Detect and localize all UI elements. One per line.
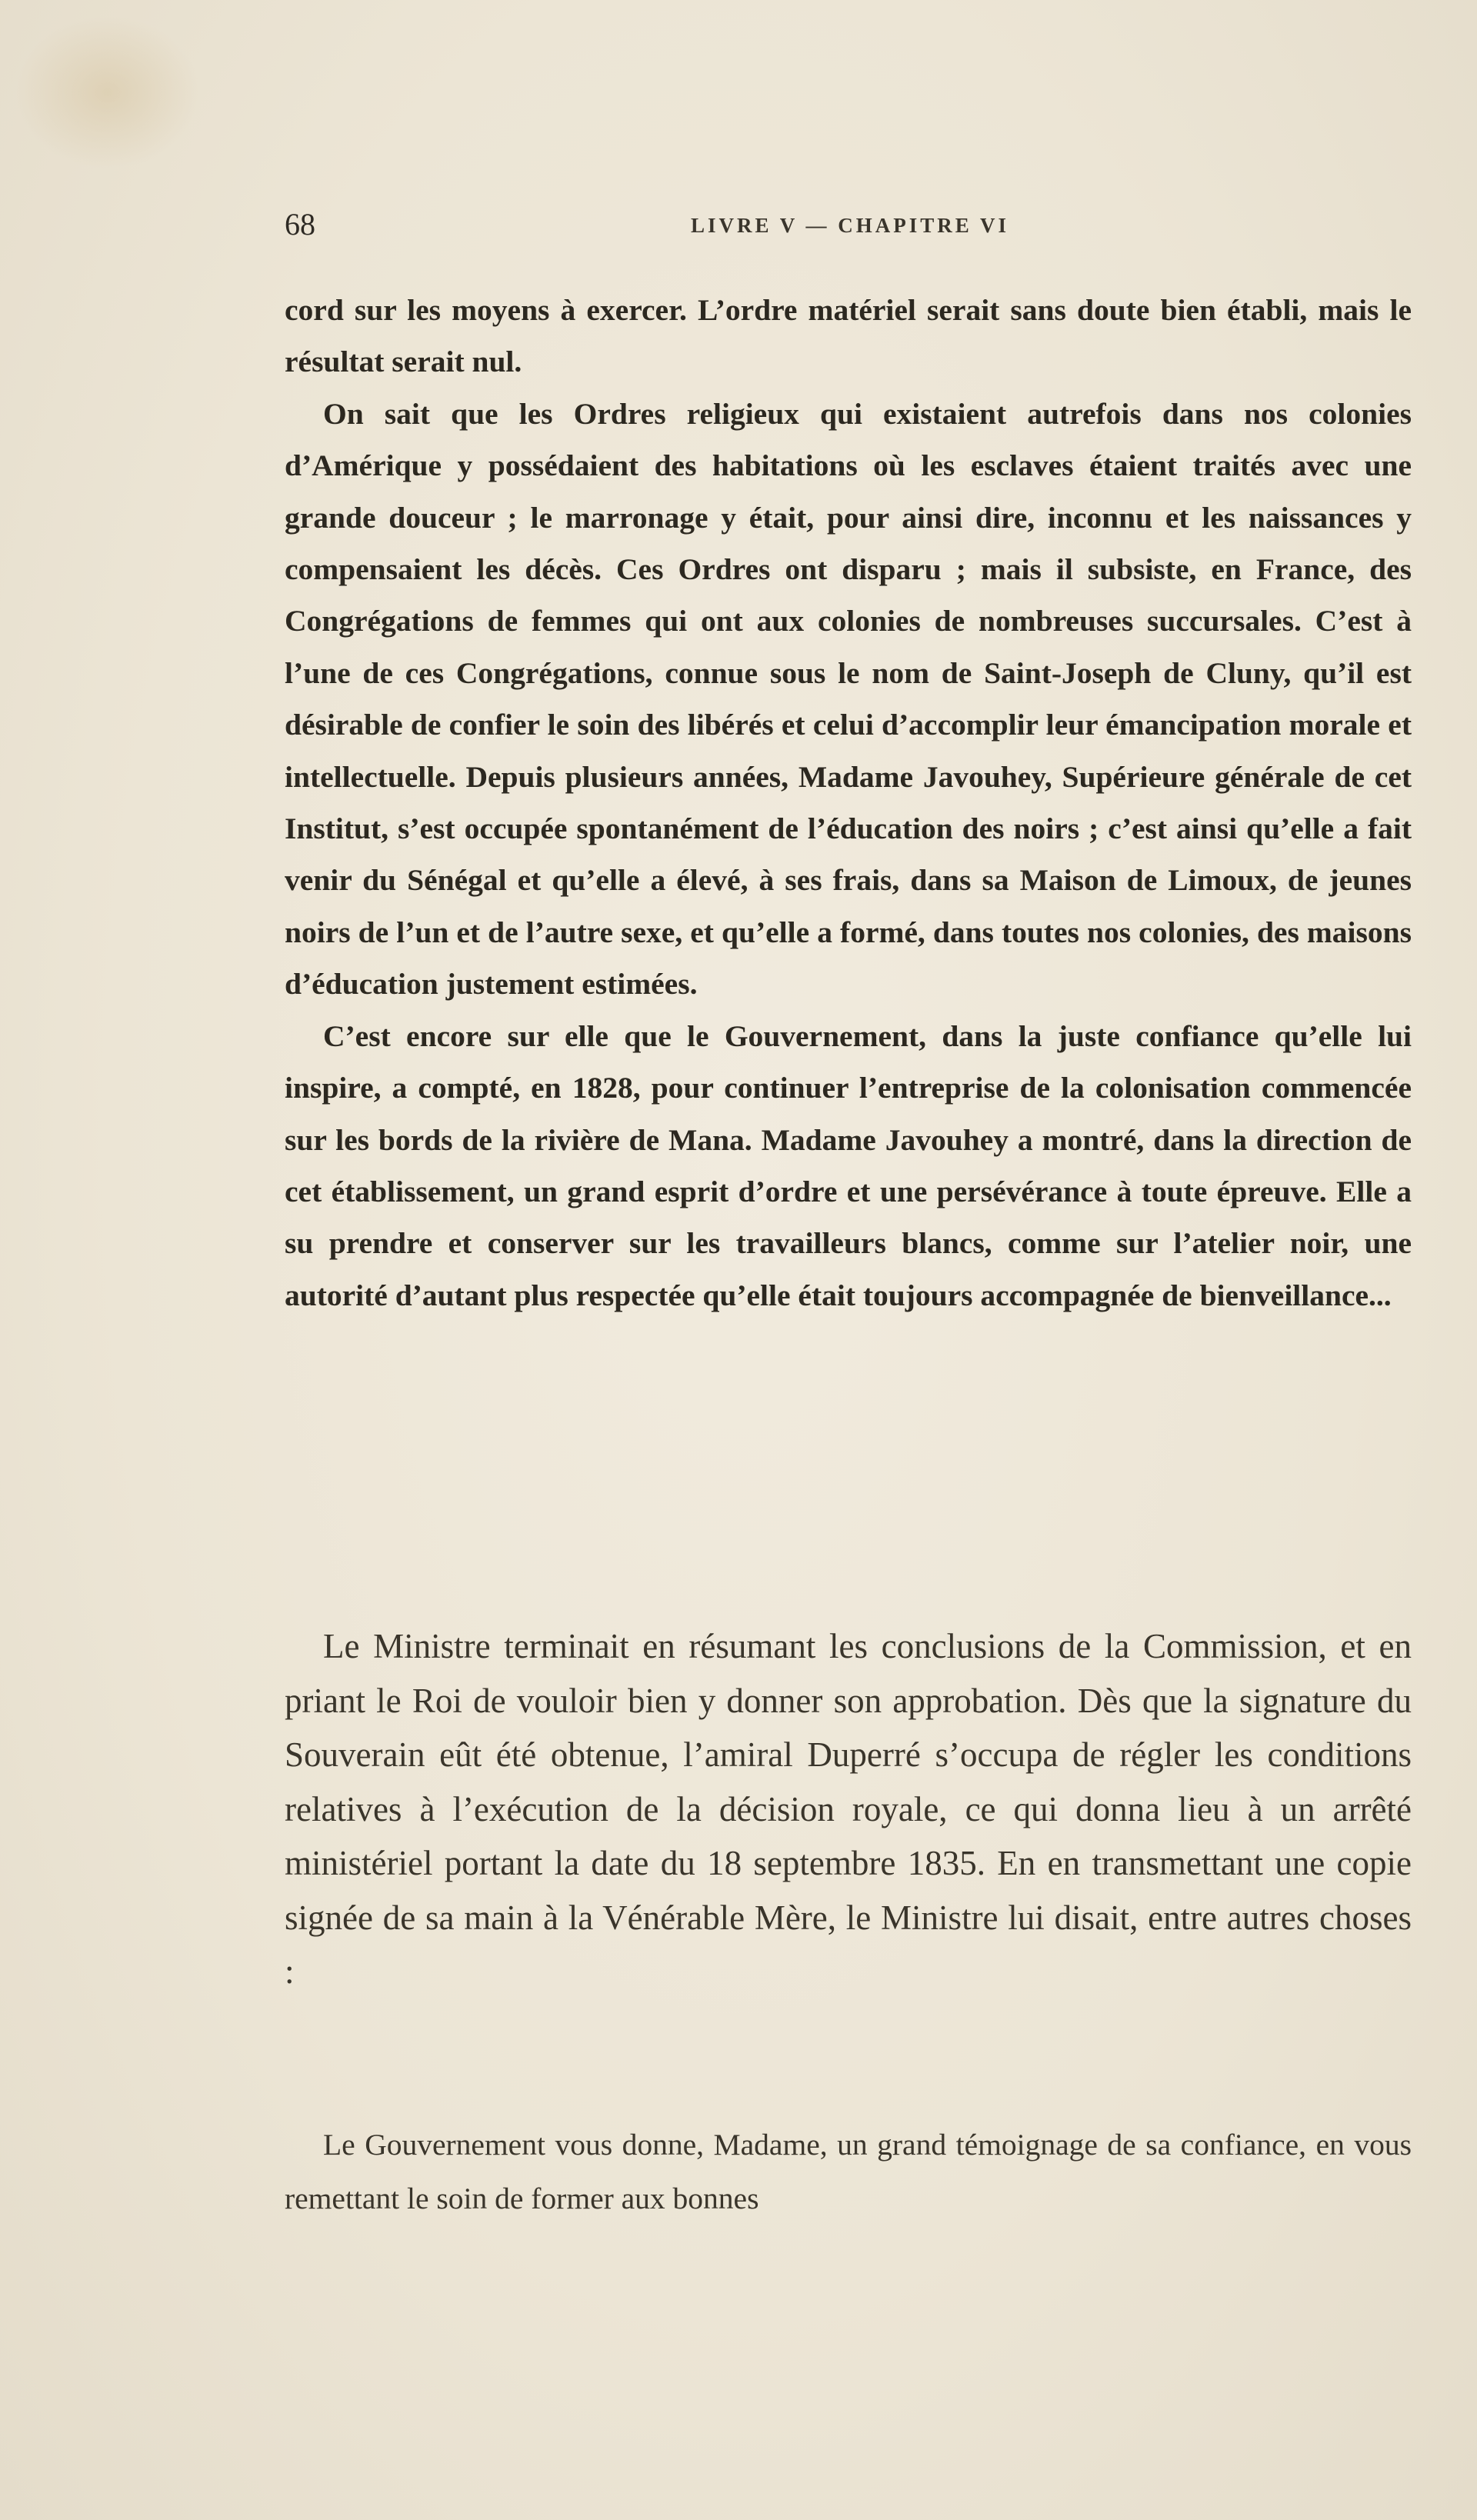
- paper-stain: [15, 15, 200, 169]
- running-title: LIVRE V — CHAPITRE VI: [690, 214, 1010, 237]
- letter-excerpt: [285, 2118, 1412, 2225]
- report-excerpt: [285, 285, 1412, 1322]
- narration-block: [285, 1619, 1412, 1999]
- paragraph-orders: On sait que les Ordres religieux qui existaient autrefois dans nos colonies d’Amérique y possédaient des habitations où les esclaves étaient traités avec une grande douceur ; le marronage y était, pour ainsi dire, inconnu et les naissances y compensaient les décès. Ces Ordres ont disparu ; mais il subsiste, en France, des Congrégations de femmes qui ont aux colonies de nombreuses succursales. C’est à l’une de ces Congrégations, connue sous le nom de Saint-Joseph de Cluny, qu’il est désirable de confier le soin des libérés et celui d’accomplir leur émancipation morale et intellectuelle. Depuis plusieurs années, Madame Javouhey, Supérieure générale de cet Institut, s’est occupée spontanément de l’éducation des noirs ; c’est ainsi qu’elle a fait venir du Sénégal et qu’elle a élevé, à ses frais, dans sa Maison de Limoux, de jeunes noirs de l’un et de l’autre sexe, et qu’elle a formé, dans toutes nos colonies, des maisons d’éducation justement estimées.: [285, 396, 1412, 1002]
- paragraph-letter: Le Gouvernement vous donne, Madame, un grand témoignage de sa confiance, en vous remettant le soin de former aux bonnes: [285, 2128, 1412, 2215]
- paragraph-minister: Le Ministre terminait en résumant les conclusions de la Commission, et en priant le Roi de vouloir bien y donner son approbation. Dès que la signature du Souverain eût été obtenue, l’amiral Duperré s’occupa de régler les conditions relatives à l’exécution de la décision royale, ce qui donna lieu à un arrêté ministériel portant la date du 18 septembre 1835. En en transmettant une copie signée de sa main à la Vénérable Mère, le Ministre lui disait, entre autres choses :: [285, 1627, 1412, 1991]
- paragraph-continuation: cord sur les moyens à exercer. L’ordre matériel serait sans doute bien établi, mais le résultat serait nul.: [285, 293, 1412, 379]
- page-header: [285, 206, 1415, 252]
- paragraph-mana: C’est encore sur elle que le Gouvernement, dans la juste confiance qu’elle lui inspire, a compté, en 1828, pour continuer l’entreprise de la colonisation commencée sur les bords de la rivière de Mana. Madame Javouhey a montré, dans la direction de cet établissement, un grand esprit d’ordre et une persévérance à toute épreuve. Elle a su prendre et conserver sur les travailleurs blancs, comme sur l’atelier noir, une autorité d’autant plus respectée qu’elle était toujours accompagnée de bienveillance...: [285, 1018, 1412, 1312]
- page-number: 68: [285, 207, 315, 242]
